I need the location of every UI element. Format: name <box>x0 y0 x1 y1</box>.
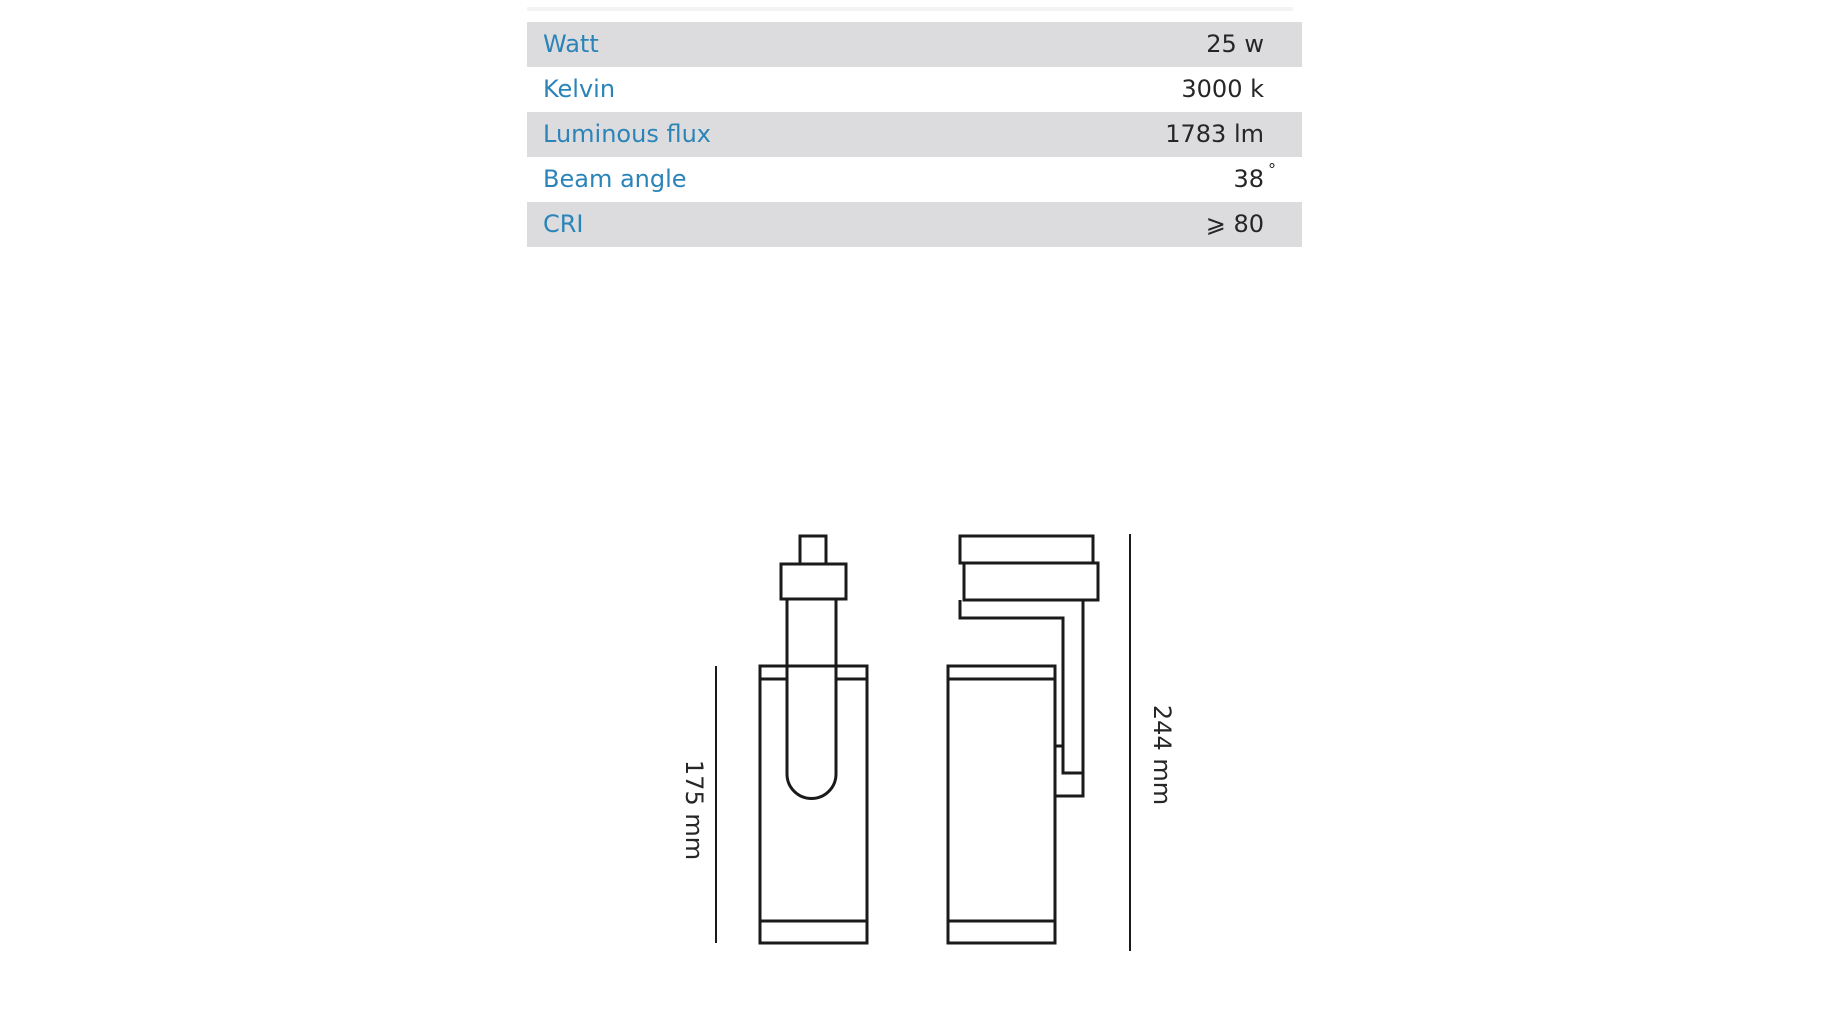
side-arm <box>960 600 1083 773</box>
side-track-top <box>960 536 1093 563</box>
front-view <box>760 536 867 943</box>
spec-label: Kelvin <box>543 75 616 103</box>
spec-value: 25 w <box>1206 30 1264 58</box>
spec-value: ⩾ 80 <box>1205 210 1264 238</box>
side-arm-foot <box>1055 773 1083 796</box>
spec-label: CRI <box>543 210 584 238</box>
side-view <box>948 536 1098 943</box>
side-body <box>948 666 1055 943</box>
body-height-label: 175 mm <box>680 759 708 861</box>
front-adapter-top <box>800 536 826 564</box>
spec-value: 3000 k <box>1181 75 1264 103</box>
front-arm <box>787 599 836 798</box>
degree-symbol: ° <box>1268 160 1276 179</box>
side-track-block <box>964 563 1098 600</box>
spec-label: Luminous flux <box>543 120 711 148</box>
spec-label: Watt <box>543 30 599 58</box>
spec-value: 38 <box>1233 165 1264 193</box>
spec-value: 1783 lm <box>1165 120 1264 148</box>
front-body <box>760 666 867 943</box>
total-height-label: 244 mm <box>1148 704 1176 806</box>
front-adapter-block <box>781 564 846 599</box>
spec-label: Beam angle <box>543 165 687 193</box>
